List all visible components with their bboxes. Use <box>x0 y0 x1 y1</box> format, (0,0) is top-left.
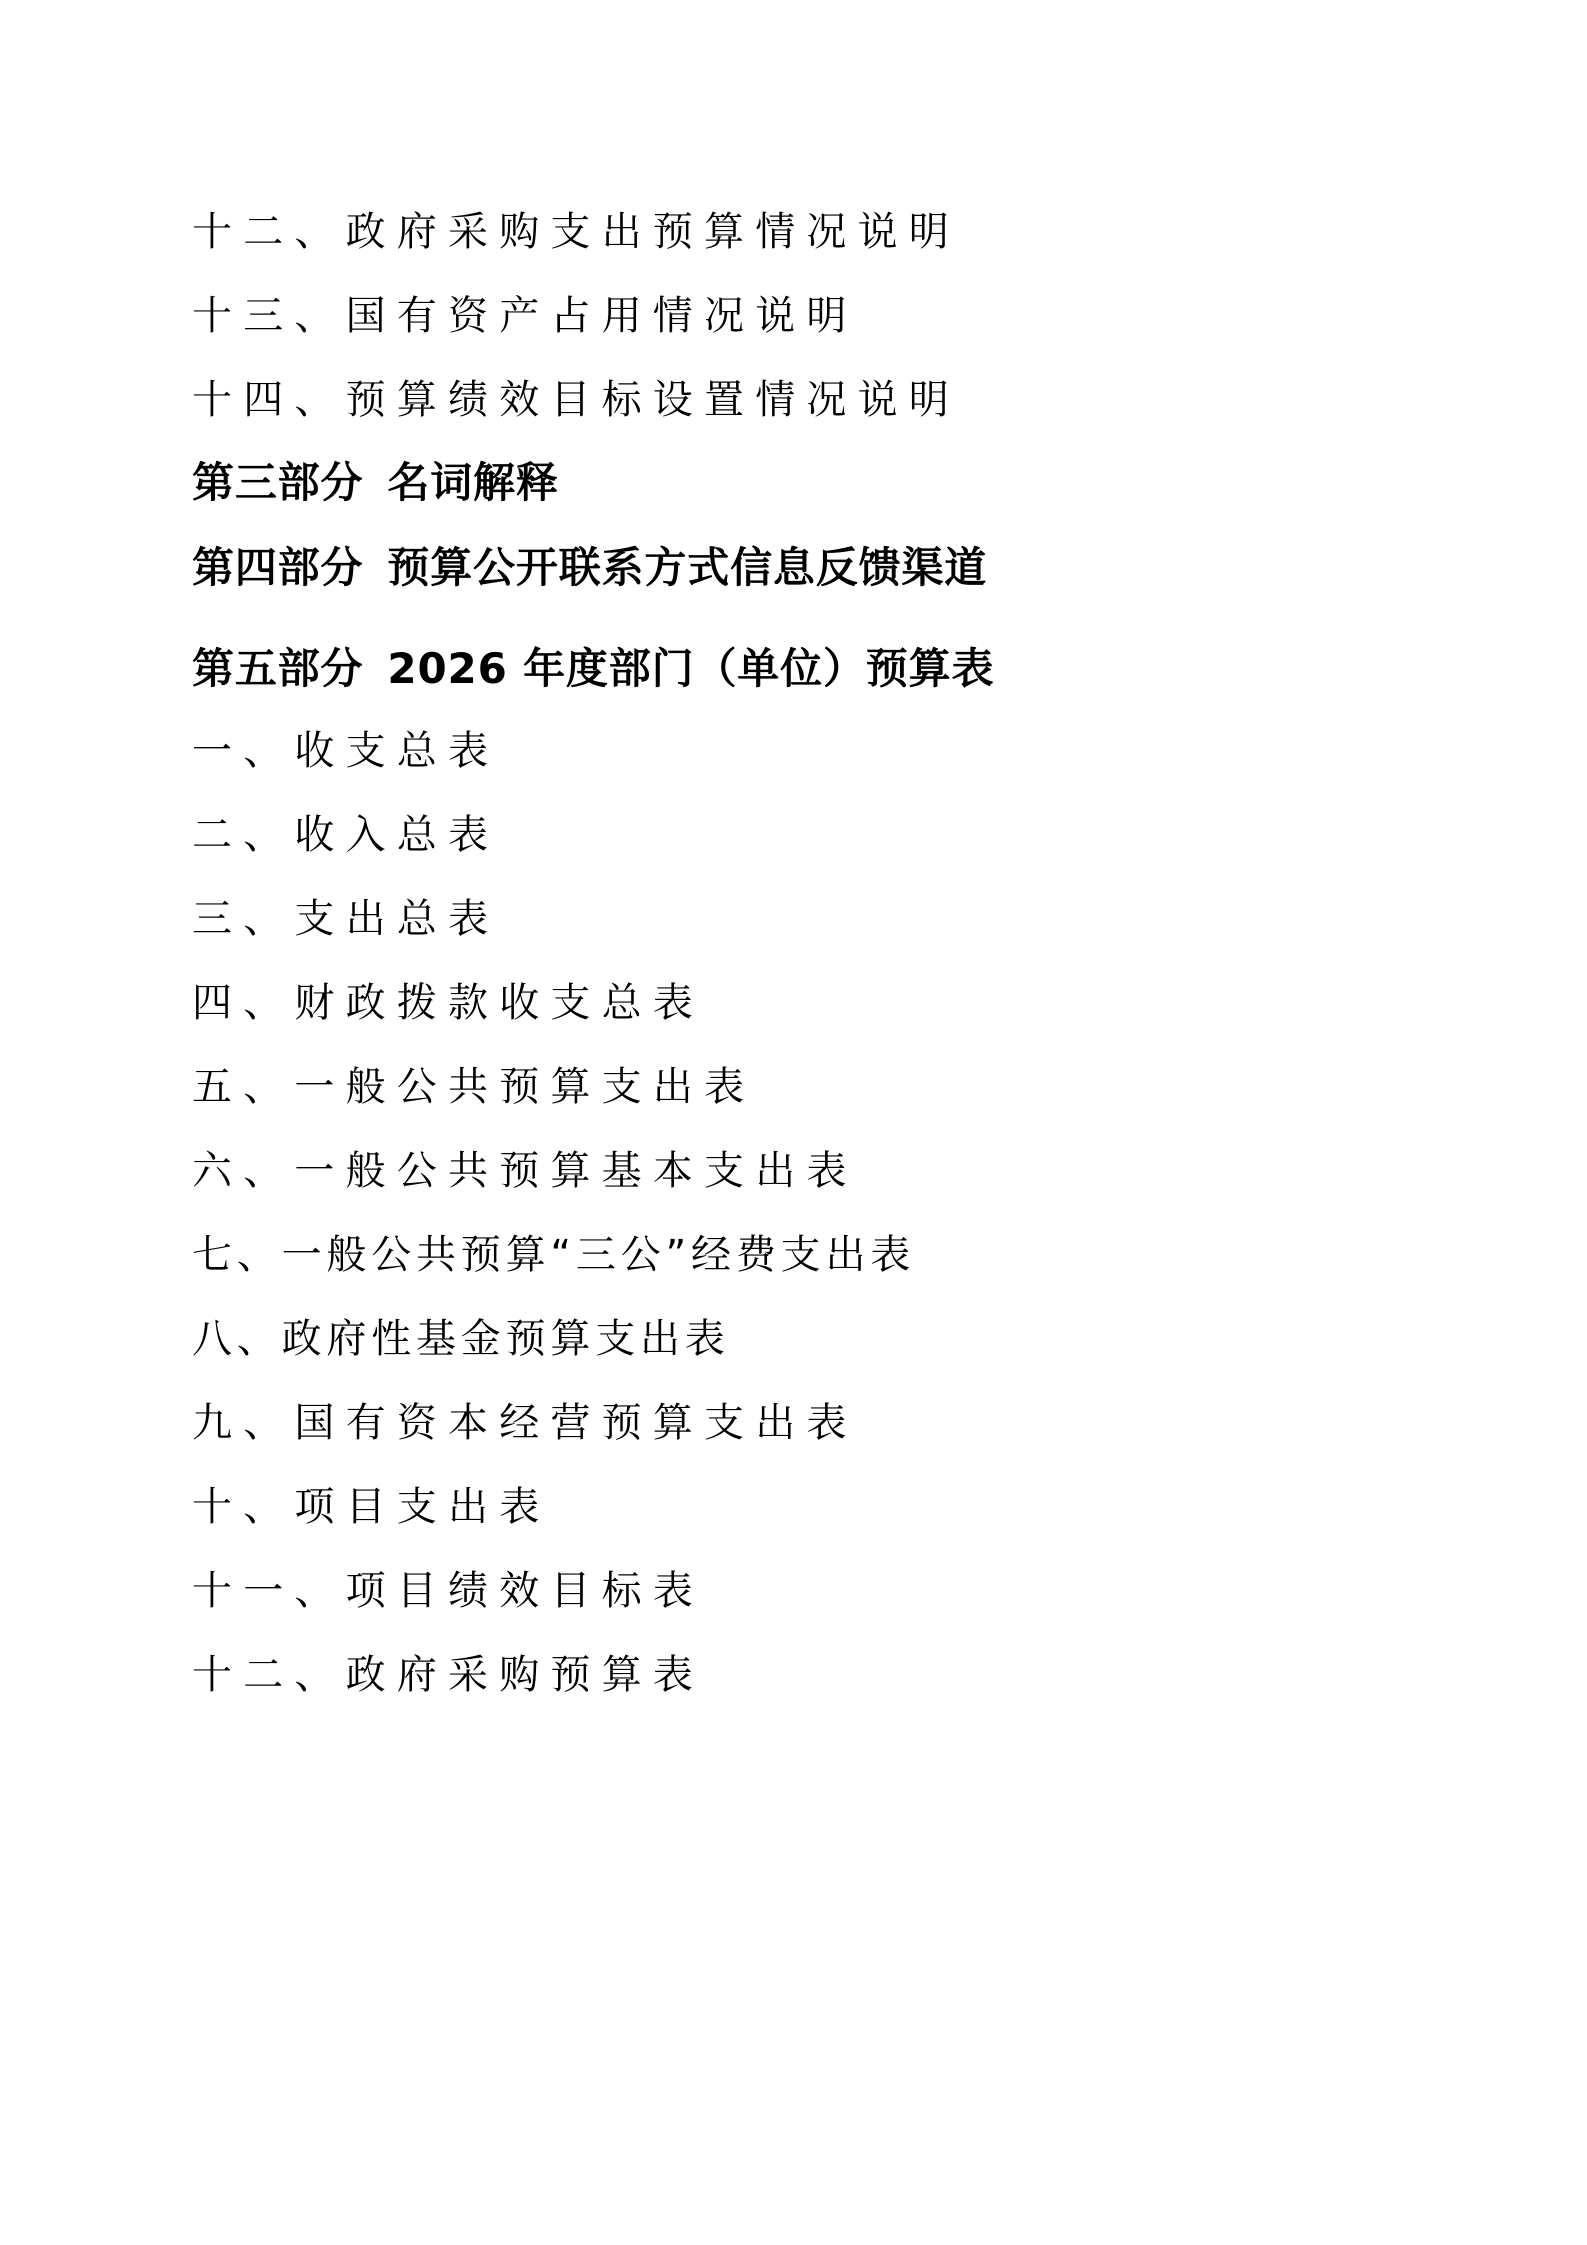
toc-table-item: 九、国有资本经营预算支出表 <box>192 1400 858 1446</box>
part-title: 名词解释 <box>387 458 559 507</box>
part-number: 第三部分 <box>192 458 364 507</box>
toc-item-performance-targets: 十四、预算绩效目标设置情况说明 <box>192 377 960 423</box>
toc-table-item: 四、财政拨款收支总表 <box>192 980 704 1026</box>
toc-part-five <box>192 644 995 693</box>
toc-table-item: 一、收支总表 <box>192 728 500 774</box>
toc-part-four <box>192 543 988 592</box>
toc-item-state-assets: 十三、国有资产占用情况说明 <box>192 293 858 339</box>
toc-table-item: 七、一般公共预算“三公”经费支出表 <box>192 1232 916 1278</box>
toc-table-item: 八、政府性基金预算支出表 <box>192 1316 730 1362</box>
part-number: 第五部分 <box>192 644 364 693</box>
toc-table-item: 五、一般公共预算支出表 <box>192 1064 756 1110</box>
toc-table-item: 二、收入总表 <box>192 812 500 858</box>
part-number: 第四部分 <box>192 543 364 592</box>
toc-table-item: 三、支出总表 <box>192 896 500 942</box>
toc-part-three <box>192 458 559 507</box>
toc-table-item: 十一、项目绩效目标表 <box>192 1568 704 1614</box>
toc-item-procurement-expenditure: 十二、政府采购支出预算情况说明 <box>192 209 960 255</box>
part-title: 预算公开联系方式信息反馈渠道 <box>387 543 988 592</box>
toc-table-item: 十、项目支出表 <box>192 1484 551 1530</box>
part-title: 2026 年度部门（单位）预算表 <box>387 644 995 693</box>
toc-table-item: 六、一般公共预算基本支出表 <box>192 1148 858 1194</box>
toc-table-item: 十二、政府采购预算表 <box>192 1652 704 1698</box>
